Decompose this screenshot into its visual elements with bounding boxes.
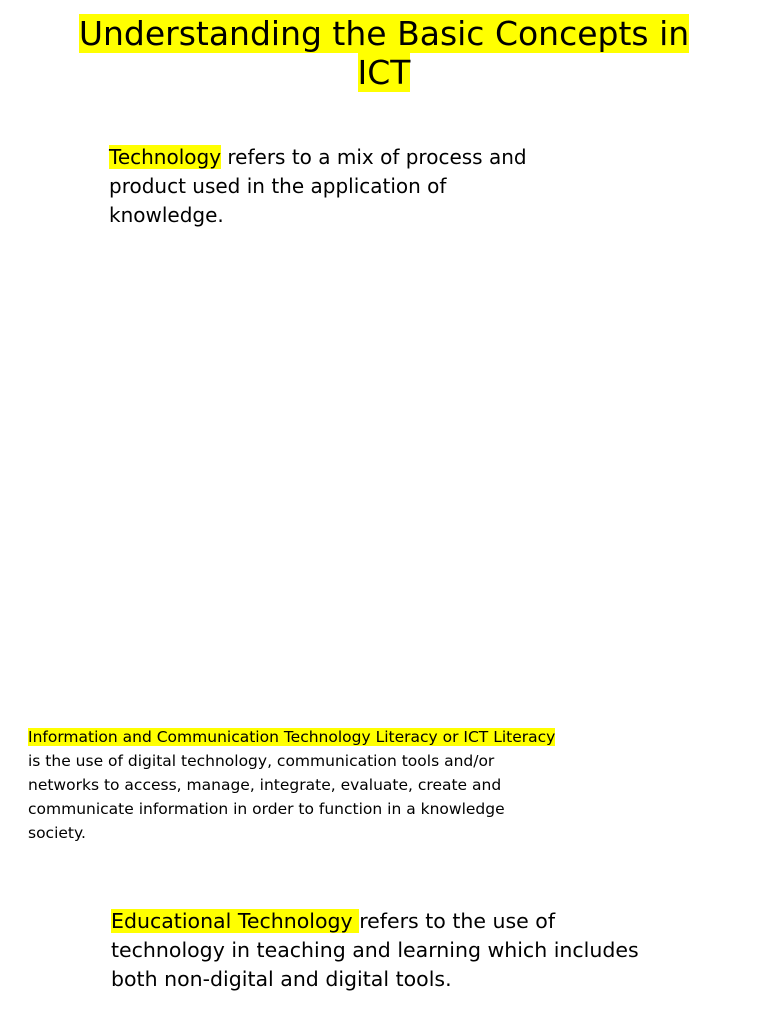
edtech-line-1-rest: refers to the use of [359,909,556,933]
ict-literacy-line-1 [28,725,588,749]
edtech-term: Educational Technology [111,909,360,933]
title-line-1: Understanding the Basic Concepts in [78,14,690,53]
technology-line-1 [109,143,529,172]
page-title [20,14,748,92]
ict-literacy-line-3: networks to access, manage, integrate, evaluate, create and [28,776,502,794]
edtech-line-2: technology in teaching and learning which includes [111,938,639,962]
ict-literacy-definition [28,725,588,845]
title-line-2: ICT [357,53,411,92]
edtech-line-3: both non-digital and digital tools. [111,967,452,991]
technology-line-3: knowledge. [109,203,224,227]
technology-term: Technology [109,145,222,169]
technology-definition [109,143,529,230]
ict-literacy-line-2: is the use of digital technology, communication tools and/or [28,752,495,770]
technology-line-2: product used in the application of [109,174,447,198]
educational-technology-definition [111,907,639,994]
ict-literacy-term: Information and Communication Technology Literacy or ICT Literacy [28,728,556,746]
ict-literacy-line-5: society. [28,824,86,842]
edtech-line-1 [111,907,631,936]
ict-literacy-line-4: communicate information in order to function in a knowledge [28,800,505,818]
technology-line-1-rest: refers to a mix of process and [221,145,527,169]
